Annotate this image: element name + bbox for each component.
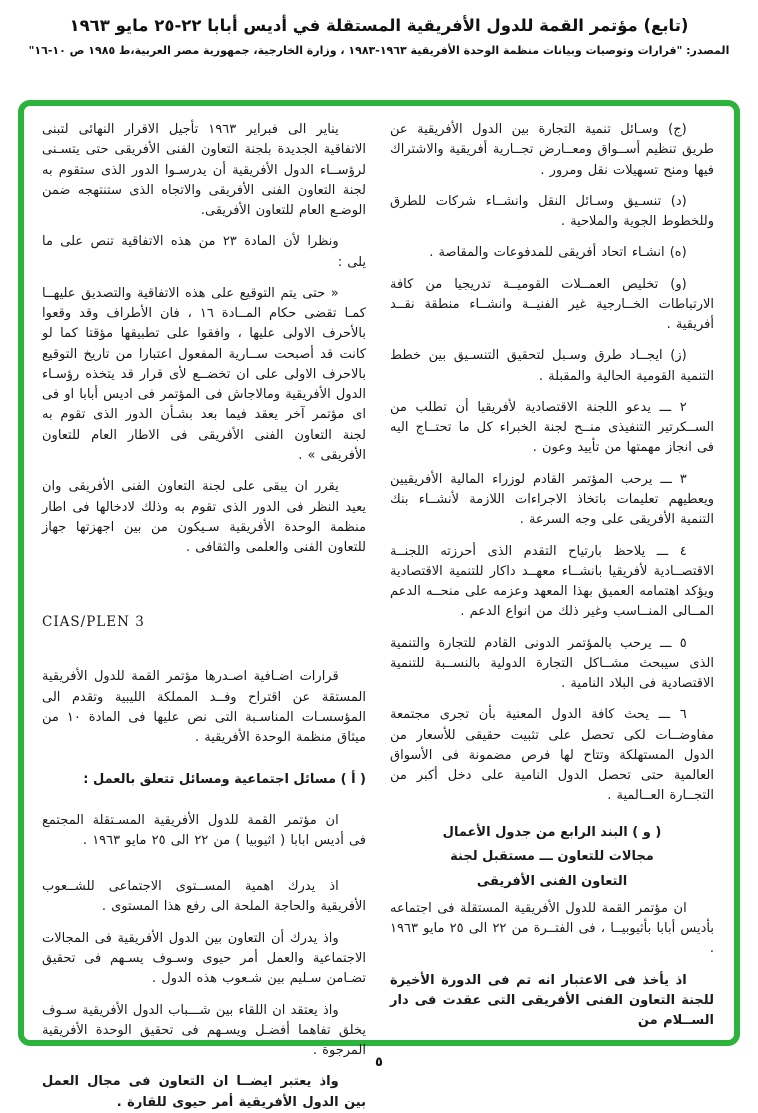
- agenda-item-heading: [390, 821, 714, 895]
- paragraph-emphasized: اذ يأخذ فى الاعتبار انه تم فى الدورة الأخيرة للجنة التعاون الفنى الأفريقى التى عقدت فى دار الســلام من: [390, 972, 714, 1029]
- document-header: [0, 0, 758, 57]
- left-text-column: [42, 120, 366, 1110]
- paragraph: (و) تخليص العمــلات القوميــة تدريجيا من كافة الارتباطات الخــارجية غير الفنيــة وانشــاء منطقة نقــد أفريقية .: [390, 276, 714, 333]
- paragraph: ان مؤتمر القمة للدول الأفريقية المسـتقلة المجتمع فى أديس ابابا ( اثيوبيا ) من ٢٢ الى ٢٥ مايو ١٩٦٣ .: [42, 812, 366, 848]
- paragraph: « حتى يتم التوقيع على هذه الاتفاقية والتصديق عليهــا كمـا تقضى حكام المــادة ١٦ ، فان الأطراف وقد وقعوا بالأحرف الاولى عليها ، وافقوا على تطبيقها مؤقتا كما لو كانت قد أصبحت ســارية المفعول اعتبارا من تاريخ التوقيع بالاحرف الاولى على ان تخضــع لأى قرار قد يتخذه رؤسـاء الدول الأفريقية ومالاجاش فى المؤتمر فى اديس أبابا او فى اى مؤتمر آخر يعقد فيما بعد بشـأن الدور الذى تقوم به لجنة التعاون الفنى الأفريقى فى الاطار العام للتعاون الأفريقى » .: [42, 285, 366, 463]
- paragraph: (د) تنسـيق وسـائل النقل وانشــاء شركات للطرق وللخطوط الجوية والملاحية .: [390, 193, 714, 230]
- green-border-frame: [18, 100, 740, 1110]
- page-number: ٥: [375, 1055, 383, 1070]
- paragraph-emphasized: واذ يعتبر ايضــا ان التعاون فى مجال العمل بين الدول الأفريقية أمر حيوى للقارة .: [42, 1074, 366, 1110]
- two-column-layout: [42, 120, 714, 1110]
- paragraph: يقرر ان يبقى على لجنة التعاون الفنى الأفريقى وان يعيد النظر فى الدور الذى تقوم به وذلك لادخالها فى اطار منظمة الوحدة الأفريقية سـيكون من بين اجهزتها جهاز للتعاون الفنى والعلمى والثقافى .: [42, 479, 366, 556]
- paragraph: (ز) ايجــاد طرق وسـبل لتحقيق التنسـيق بين خطط التنمية القومية الحالية والمقبلة .: [390, 348, 714, 384]
- section-heading-social-labour: ( أ ) مسائل اجتماعية ومسائل تتعلق بالعمل :: [83, 772, 366, 788]
- paragraph: ٥ ـــ يرحب بالمؤتمر الدونى القادم للتجارة والتنمية الذى سيبحث مشــاكل التجارة الدولية بالنســبة للتنمية الاقتصادية فى البلاد النامية .: [390, 635, 714, 692]
- paragraph: ٣ ـــ يرحب المؤتمر القادم لوزراء المالية الأفريقيين ويعطيهم تعليمات باتخاذ الاجراءات اللازمة لأنشــاء بنك التنمية الأفريقى على وجه السرعة .: [390, 471, 714, 528]
- heading-line: التعاون الفنى الأفريقى: [476, 874, 628, 890]
- document-source-line: المصدر: "قرارات وتوصيات وبيانات منظمة الوحدة الأفريقية ١٩٦٣-١٩٨٣ ، وزارة الخارجية، جمهورية مصر العربية،ط ١٩٨٥ ص ١٠-١٦": [28, 44, 730, 57]
- paragraph: ٤ ـــ يلاحظ بارتياح التقدم الذى أحرزته اللجنــة الاقتصــادية لأفريقيا بانشــاء معهــد داكار للتنمية الاقتصادية ويؤكد اهتمامه العميق بهذا المعهد وعزمه على منحــه الدعم المــالى المنــاسب وغير ذلك من انواع الدعم .: [390, 543, 714, 620]
- paragraph: ٦ ـــ يحث كافة الدول المعنية بأن تجرى مجتمعة مفاوضــات لكى تحصل على تثبيت حقيقى للأسعار من الدول المستهلكة وتتاح لها فرص مضمونة فى الأسواق العالمية حتى تحصل الدول النامية على دخل أكبر من التجــارة العــالمية .: [390, 707, 714, 804]
- paragraph: ان مؤتمر القمة للدول الأفريقية المستقلة فى اجتماعه بأديس أبابا بأثيوبيــا ، فى الفتــرة من ٢٢ الى ٢٥ مايو ١٩٦٣ .: [390, 900, 714, 957]
- paragraph: ونظرا لأن المادة ٢٣ من هذه الاتفاقية تنص على ما يلى :: [42, 234, 366, 270]
- document-title: (تابع) مؤتمر القمة للدول الأفريقية المستقلة في أديس أبابا ٢٢-٢٥ مايو ١٩٦٣: [69, 16, 689, 35]
- paragraph: قرارات اضـافية اصـدرها مؤتمر القمة للدول الأفريقية المستقة عن اقتراح وفــد المملكة الليبية وتقدم الى المؤسسـات المناسـبة التى نص عليها فى المادة ١٠ من ميثاق منظمة الوحدة الأفريقية .: [42, 669, 366, 746]
- heading-line: مجالات للتعاون ـــ مستقبل لجنة: [450, 849, 654, 865]
- heading-line: ( و ) البند الرابع من جدول الأعمال: [442, 824, 662, 840]
- paragraph: ٢ ـــ يدعو اللجنة الاقتصادية لأفريقيا أن تطلب من الســكرتير التنفيذى منــح لجنة الخبراء كل ما تحتــاج اليه فى انجاز مهمتها من تأييد وعون .: [390, 399, 714, 456]
- paragraph: (ج) وسـائل تنمية التجارة بين الدول الأفريقية عن طريق تنظيم أســواق ومعــارض تجــارية أفريقية والاشتراك فيها ومنح تسهيلات نقل ومرور .: [390, 122, 714, 178]
- document-reference-code: CIAS/PLEN 3: [42, 614, 145, 631]
- paragraph: يناير الى فبراير ١٩٦٣ تأجيل الاقرار النهائى لتبنى الاتفاقية الجديدة بلجنة التعاون الفنى الأفريقى حتى يتسـنى لرؤســاء الدول الأفريقية أن يدرسـوا الدور الذى ستقوم به لجنة التعاون الفنى الأفريقى والاتجاه الذى ستنتهجه ضمن الوضـع العام للتعاون الأفريقى.: [42, 122, 366, 219]
- paragraph: واذ يعتقد ان اللقاء بين شـــباب الدول الأفريقية سـوف يخلق تفاهما أفضـل ويسـهم فى تحقيق الوحدة الأفريقية المرجوة .: [42, 1002, 366, 1059]
- right-text-column: [390, 120, 714, 1030]
- paragraph: اذ يدرك اهمية المســتوى الاجتماعى للشــعوب الأفريقية والحاجة الملحة الى رفع هذا المستوى .: [42, 879, 366, 915]
- paragraph: واذ يدرك أن التعاون بين الدول الأفريقية فى المجالات الاجتماعية والعمل أمر حيوى وسـوف يسـهم فى تحقيق تضـامن سـليم بين شـعوب هذه الدول .: [42, 930, 366, 987]
- paragraph: (ه) انشـاء اتحاد أفريقى للمدفوعات والمقاصة .: [429, 245, 687, 261]
